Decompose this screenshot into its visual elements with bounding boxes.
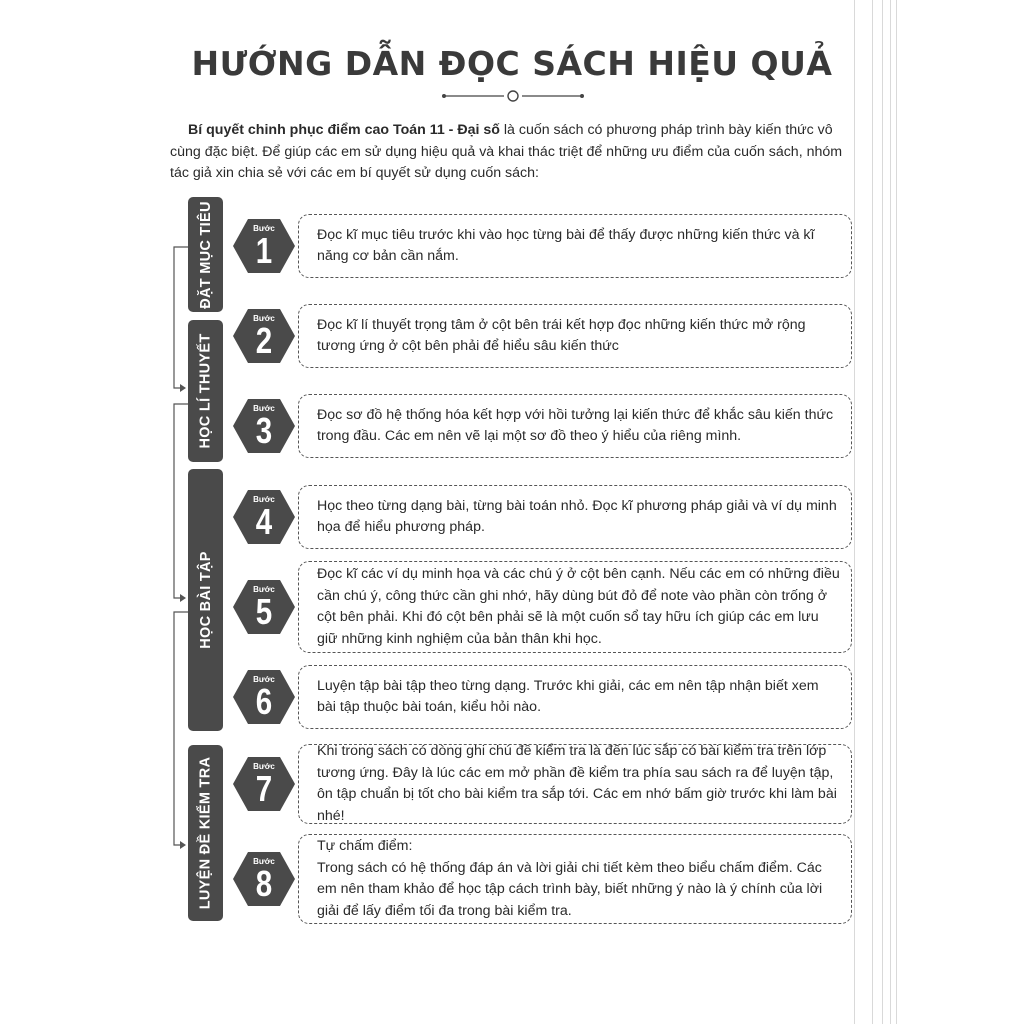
- step-label: Bước: [253, 314, 275, 323]
- step-5-hexagon-badge: [232, 579, 296, 635]
- step-3-text-box: [298, 394, 852, 458]
- step-label: Bước: [253, 585, 275, 594]
- step-2: [232, 304, 856, 368]
- step-heading: Tự chấm điểm:: [317, 838, 413, 854]
- step-text: Đọc kĩ lí thuyết trọng tâm ở cột bên trái kết hợp đọc những kiến thức mở rộng tương ứng ở cột bên phải để hiểu sâu kiến thức: [317, 316, 806, 354]
- step-label: Bước: [253, 495, 275, 504]
- phase-bar-luyen-de-kiem-tra: [188, 745, 223, 921]
- step-number: 7: [255, 768, 273, 809]
- phase-label: HỌC LÍ THUYẾT: [197, 333, 214, 449]
- step-5-text-box: [298, 561, 852, 653]
- step-number: 4: [255, 501, 273, 542]
- step-4-hexagon-badge: [232, 489, 296, 545]
- phase-bar-hoc-bai-tap: [188, 469, 223, 731]
- step-4-text-box: [298, 485, 852, 549]
- step-label: Bước: [253, 762, 275, 771]
- step-6-text-box: [298, 665, 852, 729]
- step-3-hexagon-badge: [232, 398, 296, 454]
- step-6-hexagon-badge: [232, 669, 296, 725]
- step-2-text-box: [298, 304, 852, 368]
- intro-text: là cuốn sách có phương pháp trình bày kiến thức vô cùng đặc biệt. Để giúp các em sử dụng hiệu quả và khai thác triệt để những ưu điểm của cuốn sách, nhóm tác giả xin chia sẻ với các em bí quyết sử dụng cuốn sách:: [170, 122, 843, 181]
- step-number: 5: [255, 591, 273, 632]
- step-4: [232, 485, 856, 549]
- phase-label: HỌC BÀI TẬP: [197, 551, 214, 649]
- phase-label: ĐẶT MỤC TIÊU: [197, 200, 214, 309]
- step-7: [232, 744, 856, 824]
- step-label: Bước: [253, 224, 275, 233]
- step-7-hexagon-badge: [232, 756, 296, 812]
- step-2-hexagon-badge: [232, 308, 296, 364]
- phase-label: LUYỆN ĐỀ KIỂM TRA: [197, 756, 214, 910]
- step-text: Luyện tập bài tập theo từng dạng. Trước khi giải, các em nên tập nhận biết xem bài tập thuộc bài toán, kiểu hỏi nào.: [317, 677, 819, 715]
- step-label: Bước: [253, 404, 275, 413]
- step-text: Khi trong sách có dòng ghi chú đề kiểm tra là đến lúc sắp có bài kiểm tra trên lớp tương ứng. Đây là lúc các em mở phần đề kiểm tra phía sau sách ra để luyện tập, ôn tập chuẩn bị tốt cho bài kiểm tra sắp tới. Các em nhớ bấm giờ trước khi làm bài nhé!: [317, 743, 837, 824]
- page-title: HƯỚNG DẪN ĐỌC SÁCH HIỆU QUẢ: [191, 44, 833, 83]
- step-8-text-box: [298, 834, 852, 924]
- step-number: 2: [255, 320, 273, 361]
- step-number: 8: [255, 863, 273, 904]
- step-1: [232, 214, 856, 278]
- step-text: Học theo từng dạng bài, từng bài toán nhỏ. Đọc kĩ phương pháp giải và ví dụ minh họa để hiểu phương pháp.: [317, 497, 837, 535]
- step-text: Đọc kĩ các ví dụ minh họa và các chú ý ở cột bên cạnh. Nếu các em có những điều cần chú ý, công thức cần ghi nhớ, hãy dùng bút đỏ để note vào phần còn trống ở cột bên phải. Khi đó cột bên phải sẽ là một cuốn sổ tay hữu ích giúp các em lưu giữ những kinh nghiệm của bản thân khi học.: [317, 566, 840, 647]
- step-text: Đọc sơ đồ hệ thống hóa kết hợp với hồi tưởng lại kiến thức để khắc sâu kiến thức trong đầu. Các em nên vẽ lại một sơ đồ theo ý hiểu của riêng mình.: [317, 406, 834, 444]
- phase-bar-hoc-li-thuyet: [188, 320, 223, 462]
- step-1-text-box: [298, 214, 852, 278]
- step-7-text-box: [298, 744, 852, 824]
- phase-bar-dat-muc-tieu: [188, 197, 223, 312]
- step-number: 3: [255, 410, 273, 451]
- step-1-hexagon-badge: [232, 218, 296, 274]
- step-5: [232, 561, 856, 653]
- step-text: Trong sách có hệ thống đáp án và lời giải chi tiết kèm theo biểu chấm điểm. Các em nên tham khảo để học tập cách trình bày, biết những ý nào là ý chính của lời giải để lấy điểm tối đa trong bài kiểm tra.: [317, 859, 823, 919]
- book-title: Bí quyết chinh phục điểm cao Toán 11 - Đại số: [188, 122, 500, 138]
- step-label: Bước: [253, 857, 275, 866]
- step-8-hexagon-badge: [232, 851, 296, 907]
- step-number: 1: [255, 230, 273, 271]
- step-6: [232, 665, 856, 729]
- step-text: Đọc kĩ mục tiêu trước khi vào học từng bài để thấy được những kiến thức và kĩ năng cơ bản cần nắm.: [317, 226, 815, 264]
- step-8: [232, 834, 856, 924]
- step-3: [232, 394, 856, 458]
- step-number: 6: [255, 681, 273, 722]
- step-label: Bước: [253, 675, 275, 684]
